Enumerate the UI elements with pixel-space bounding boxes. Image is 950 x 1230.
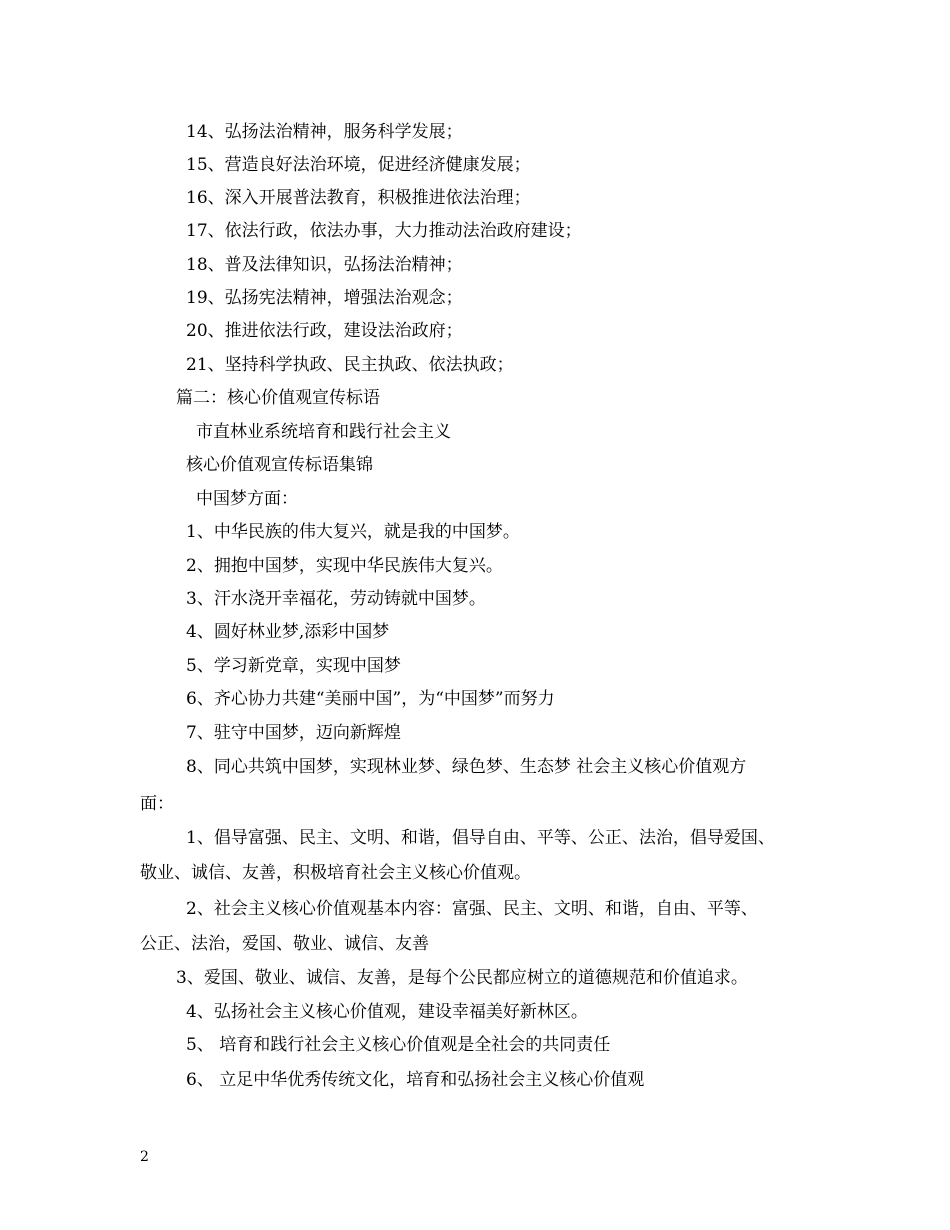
section-subtitle: 市直林业系统培育和践行社会主义: [196, 422, 451, 442]
text-line: 8、同心共筑中国梦，实现林业梦、绿色梦、生态梦 社会主义核心价值观方: [186, 757, 747, 777]
text-line: 3、爱国、敬业、诚信、友善，是每个公民都应树立的道德规范和价值追求。: [176, 968, 748, 988]
text-line: 16、深入开展普法教育，积极推进依法治理；: [186, 188, 531, 208]
text-line: 面：: [140, 794, 174, 814]
text-line: 2、拥抱中国梦，实现中华民族伟大复兴。: [186, 556, 503, 576]
section-heading: 篇二：核心价值观宣传标语: [176, 388, 380, 408]
text-line: 18、普及法律知识，弘扬法治精神；: [186, 255, 463, 275]
text-line: 公正、法治，爱国、敬业、诚信、友善: [140, 934, 429, 954]
text-line: 21、坚持科学执政、民主执政、依法执政；: [186, 355, 514, 375]
text-line: 1、倡导富强、民主、文明、和谐，倡导自由、平等、公正、法治，倡导爱国、: [186, 828, 775, 848]
text-line: 5、学习新党章，实现中国梦: [186, 656, 401, 676]
text-line: 20、推进依法行政，建设法治政府；: [186, 321, 463, 341]
text-line: 19、弘扬宪法精神，增强法治观念；: [186, 288, 463, 308]
text-line: 7、驻守中国梦，迈向新辉煌: [186, 723, 401, 743]
text-line: 6、 立足中华优秀传统文化，培育和弘扬社会主义核心价值观: [186, 1070, 645, 1090]
text-line: 15、营造良好法治环境，促进经济健康发展；: [186, 155, 531, 175]
text-line: 4、圆好林业梦,添彩中国梦: [186, 622, 390, 642]
text-line: 3、汗水浇开幸福花，劳动铸就中国梦。: [186, 589, 486, 609]
text-line: 1、中华民族的伟大复兴，就是我的中国梦。: [186, 522, 520, 542]
text-line: 敬业、诚信、友善，积极培育社会主义核心价值观。: [140, 863, 531, 883]
text-line: 6、齐心协力共建“美丽中国”，为“中国梦”而努力: [186, 689, 555, 709]
text-line: 17、依法行政，依法办事，大力推动法治政府建设；: [186, 221, 582, 241]
text-line: 5、 培育和践行社会主义核心价值观是全社会的共同责任: [186, 1035, 611, 1055]
page-number: 2: [140, 1149, 149, 1165]
text-line: 4、弘扬社会主义核心价值观，建设幸福美好新林区。: [186, 1002, 588, 1022]
subsection-heading: 中国梦方面：: [196, 489, 298, 509]
text-line: 2、社会主义核心价值观基本内容：富强、民主、文明、和谐，自由、平等、: [186, 899, 758, 919]
text-line: 14、弘扬法治精神，服务科学发展；: [186, 122, 463, 142]
section-subtitle: 核心价值观宣传标语集锦: [186, 455, 373, 475]
